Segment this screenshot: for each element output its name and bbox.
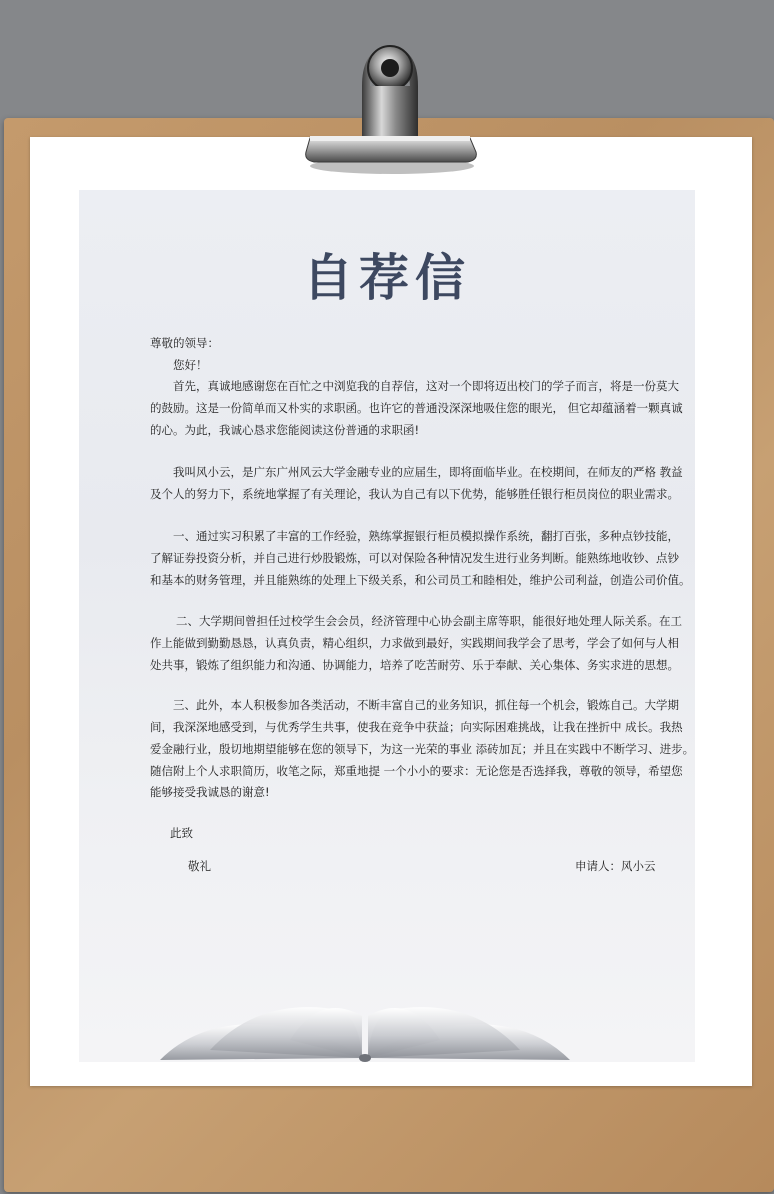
paragraph-line: 处共事，锻炼了组织能力和沟通、协调能力，培养了吃苦耐劳、乐于奉献、关心集体、务实求进的思想。 [150,658,679,672]
greeting: 您好！ [173,358,208,372]
book-pages-decoration-icon [150,990,580,1062]
paragraph-line: 我叫风小云，是广东广州风云大学金融专业的应届生，即将面临毕业。在校期间，在师友的严格 教益 [173,465,683,479]
paragraph-line: 随信附上个人求职简历，收笔之际，郑重地提 一个小小的要求：无论您是否选择我，尊敬的领导，希望您 [150,764,683,778]
salutation: 尊敬的领导： [150,336,219,350]
paragraph-line: 的鼓励。这是一份简单而又朴实的求职函。也许它的普通没深深地吸住您的眼光， 但它却蕴涵着一颗真诚 [150,401,683,415]
paragraph-line: 和基本的财务管理，并且能熟练的处理上下级关系，和公司员工和睦相处，维护公司利益，创造公司价值。 [150,573,691,587]
binder-clip-icon [300,28,480,178]
paragraph-line: 的心。为此，我诚心恳求您能阅读这份普通的求职函! [150,423,420,437]
paragraph-line: 及个人的努力下，系统地掌握了有关理论，我认为自己有以下优势，能够胜任银行柜员岗位的职业需求。 [150,487,679,501]
paragraph-line: 了解证券投资分析，并自己进行炒股锻炼，可以对保险各种情况发生进行业务判断。能熟练地收钞、点钞 [150,551,679,565]
paragraph-line: 能够接受我诚恳的谢意! [150,785,270,799]
signature-text: 申请人：风小云 [575,859,656,873]
paragraph-line: 间，我深深地感受到，与优秀学生共事，使我在竞争中获益；向实际困难挑战，让我在挫折中 成长。我热 [150,720,683,734]
regards-text: 敬礼 [188,859,211,873]
paragraph-line: 爱金融行业，殷切地期望能够在您的领导下，为这一光荣的事业 添砖加瓦；并且在实践中不断学习、进步。 [150,742,695,756]
paragraph-line: 一、通过实习积累了丰富的工作经验，熟练掌握银行柜员模拟操作系统，翻打百张，多种点钞技能， [173,529,679,543]
paragraph-line: 首先，真诚地感谢您在百忙之中浏览我的自荐信，这对一个即将迈出校门的学子而言，将是一份莫大 [173,379,679,393]
paragraph-line: 作上能做到勤勤恳恳，认真负责，精心组织，力求做到最好，实践期间我学会了思考，学会了如何与人相 [150,636,679,650]
paragraph-line: 三、此外，本人积极参加各类活动，不断丰富自己的业务知识，抓住每一个机会，锻炼自己。大学期 [173,698,679,712]
letter-title: 自荐信 [303,249,471,307]
paragraph-line: 二、大学期间曾担任过校学生会会员，经济管理中心协会副主席等职，能很好地处理人际关系。在工 [176,614,682,628]
closing-text: 此致 [170,826,193,840]
